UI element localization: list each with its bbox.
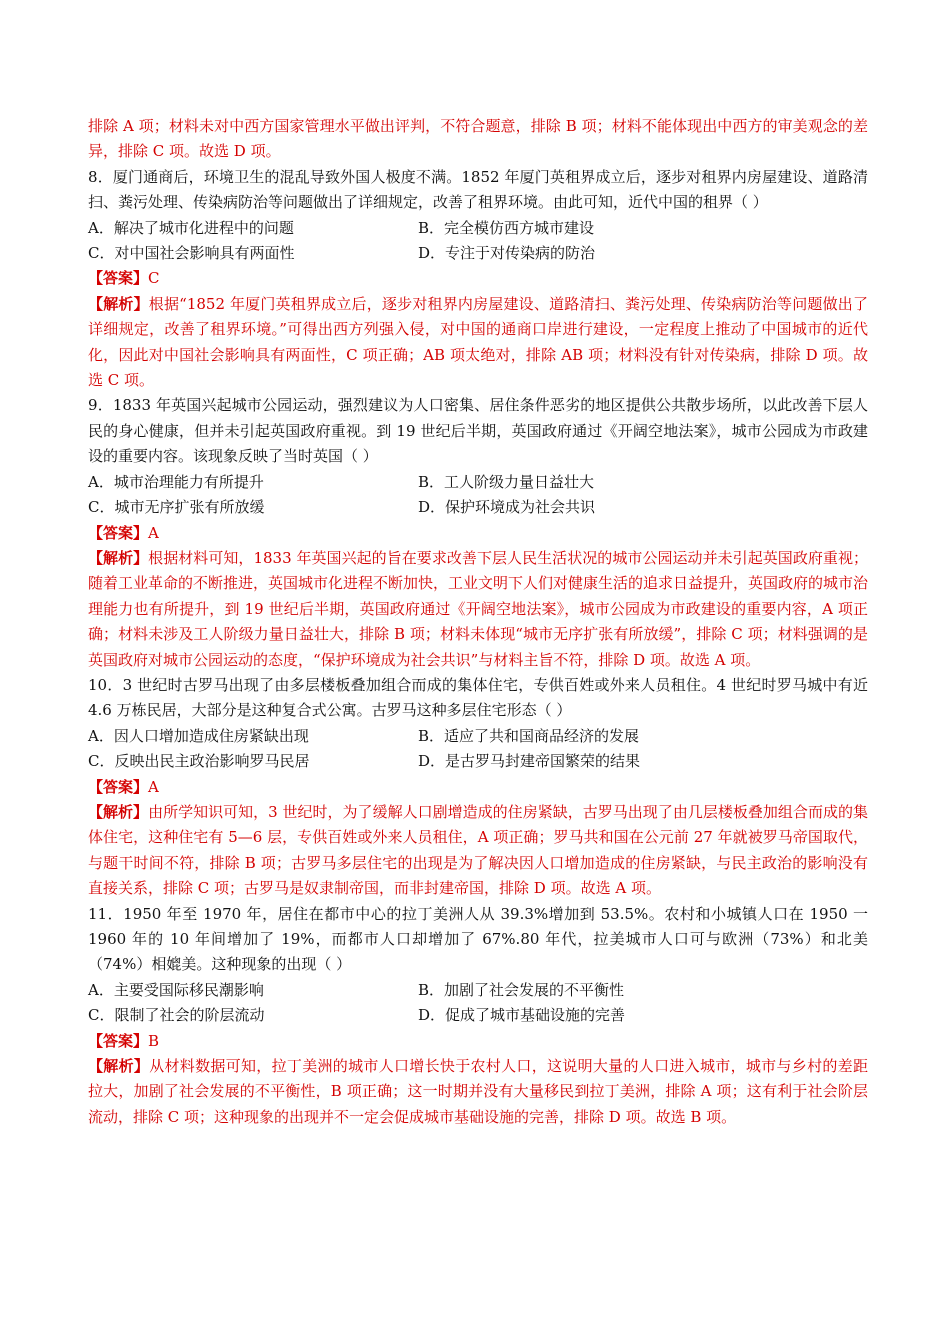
question-8 [88,165,868,394]
options-row [88,470,868,495]
question-stem: 11．1950 年至 1970 年，居住在都市中心的拉丁美洲人从 39.3%增加到 53.5%。农村和小城镇人口在 1950 一 1960 年的 10 年间增加了 19%，而都市人口却增加了 67%.80 年代，拉美城市人口可与欧洲（73%）和北美（74%）相媲美。这种现象的出现（ ） [88,904,868,974]
analysis-paragraph [88,800,868,902]
question-11 [88,902,868,1131]
option-b: B．工人阶级力量日益壮大 [418,472,595,491]
option-b: B．适应了共和国商品经济的发展 [418,726,640,745]
question-stem: 10．3 世纪时古罗马出现了由多层楼板叠加组合而成的集体住宅，专供百姓或外来人员租住。4 世纪时罗马城中有近 4.6 万栋民居，大部分是这种复合式公寓。古罗马这种多层住宅形态（ ） [88,675,868,720]
answer-line [88,1029,868,1054]
answer-label: 【答案】 [88,523,149,542]
answer-value: B [148,1031,160,1050]
answer-value: A [148,523,159,542]
options-row [88,216,868,241]
analysis-label: 【解析】 [88,802,149,821]
options-row [88,724,868,749]
option-c: C．反映出民主政治影响罗马民居 [88,752,310,771]
previous-analysis-tail: 排除 A 项；材料未对中西方国家管理水平做出评判，不符合题意，排除 B 项；材料不能体现出中西方的审美观念的差异，排除 C 项。故选 D 项。 [88,117,868,161]
answer-label: 【答案】 [88,1031,149,1050]
analysis-label: 【解析】 [88,1057,150,1076]
answer-line [88,775,868,800]
analysis-text: 从材料数据可知，拉丁美洲的城市人口增长快于农村人口，这说明大量的人口进入城市，城市与乡村的差距拉大，加剧了社会发展的不平衡性，B 项正确；这一时期并没有大量移民到拉丁美洲，排除 A 项；这有利于社会阶层流动，排除 C 项；这种现象的出现并不一定会促成城市基础设施的完善，排除 D 项。故选 B 项。 [88,1057,868,1126]
answer-value: A [148,777,159,796]
option-a: A．因人口增加造成住房紧缺出现 [88,726,309,745]
analysis-paragraph [88,1054,868,1130]
option-c: C．城市无序扩张有所放缓 [88,498,265,517]
options-row [88,749,868,774]
option-a: A．主要受国际移民潮影响 [88,980,264,999]
analysis-text: 根据材料可知，1833 年英国兴起的旨在要求改善下层人民生活状况的城市公园运动并未引起英国政府重视；随着工业革命的不断推进，英国城市化进程不断加快，工业文明下人们对健康生活的追求日益提升，英国政府的城市治理能力也有所提升，到 19 世纪后半期，英国政府通过《开阔空地法案》，城市公园成为市政建设的重要内容，A 项正确；材料未涉及工人阶级力量日益壮大，排除 B 项；材料未体现“城市无序扩张有所放缓”，排除 C 项；材料强调的是英国政府对城市公园运动的态度，“保护环境成为社会共识”与材料主旨不符，排除 D 项。故选 A 项。 [88,548,869,669]
answer-value: C [148,269,160,288]
document-page [88,114,868,1130]
option-c: C．限制了社会的阶层流动 [88,1006,265,1025]
option-d: D．专注于对传染病的防治 [418,244,596,263]
option-d: D．保护环境成为社会共识 [418,498,596,517]
answer-line [88,521,868,546]
analysis-paragraph [88,546,868,673]
option-b: B．加剧了社会发展的不平衡性 [418,980,625,999]
analysis-text: 根据“1852 年厦门英租界成立后，逐步对租界内房屋建设、道路清扫、粪污处理、传染病防治等问题做出了详细规定，改善了租界环境。”可得出西方列强入侵，对中国的通商口岸进行建设，一定程度上推动了中国城市的近代化，因此对中国社会影响具有两面性，C 项正确；AB 项太绝对，排除 AB 项；材料没有针对传染病，排除 D 项。故选 C 项。 [88,294,868,390]
option-d: D．促成了城市基础设施的完善 [418,1006,626,1025]
option-b: B．完全模仿西方城市建设 [418,218,595,237]
options-row [88,241,868,266]
option-d: D．是古罗马封建帝国繁荣的结果 [418,752,641,771]
question-10 [88,673,868,902]
question-9 [88,393,868,672]
option-a: A．解决了城市化进程中的问题 [88,218,294,237]
option-c: C．对中国社会影响具有两面性 [88,244,295,263]
options-row [88,978,868,1003]
answer-line [88,266,868,291]
answer-label: 【答案】 [88,269,149,288]
question-stem: 8．厦门通商后，环境卫生的混乱导致外国人极度不满。1852 年厦门英租界成立后，逐步对租界内房屋建设、道路清扫、粪污处理、传染病防治等问题做出了详细规定，改善了租界环境。由此可知，近代中国的租界（ ） [88,167,868,212]
analysis-label: 【解析】 [88,548,149,567]
analysis-label: 【解析】 [88,294,149,313]
analysis-text: 由所学知识可知，3 世纪时，为了缓解人口剧增造成的住房紧缺，古罗马出现了由几层楼板叠加组合而成的集体住宅，这种住宅有 5—6 层，专供百姓或外来人员租住，A 项正确；罗马共和国在公元前 27 年就被罗马帝国取代，与题干时间不符，排除 B 项；古罗马多层住宅的出现是为了解决因人口增加造成的住房紧缺，与民主政治的影响没有直接关系，排除 C 项；古罗马是奴隶制帝国，而非封建帝国，排除 D 项。故选 A 项。 [88,802,868,898]
answer-label: 【答案】 [88,777,149,796]
question-stem: 9．1833 年英国兴起城市公园运动，强烈建议为人口密集、居住条件恶劣的地区提供公共散步场所，以此改善下层人民的身心健康，但并未引起英国政府重视。到 19 世纪后半期，英国政府通过《开阔空地法案》，城市公园成为市政建设的重要内容。该现象反映了当时英国（ ） [88,396,868,466]
analysis-paragraph [88,292,868,394]
options-row [88,1003,868,1028]
option-a: A．城市治理能力有所提升 [88,472,264,491]
options-row [88,495,868,520]
